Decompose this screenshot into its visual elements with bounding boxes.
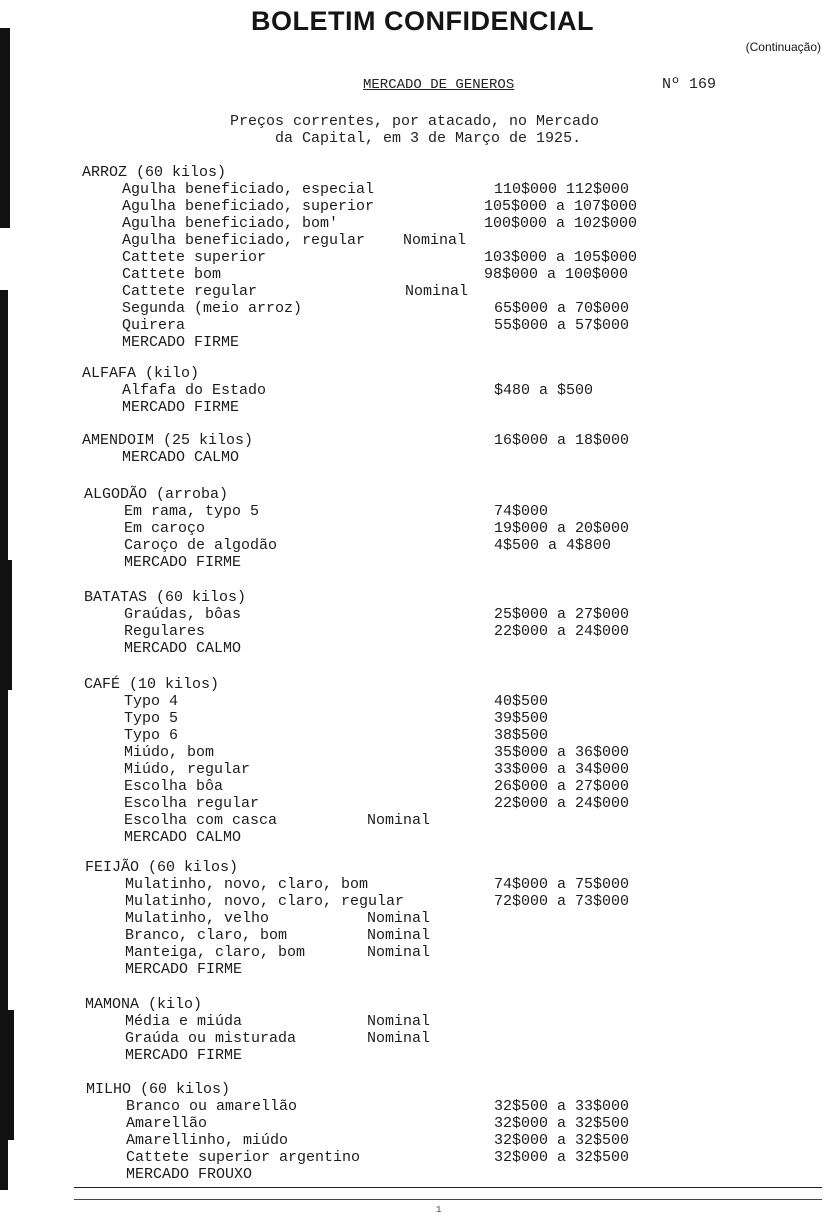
price-range: 32$000 a 32$500 (494, 1149, 630, 1166)
section-heading: MERCADO DE GENEROS (363, 77, 515, 93)
commodity-section (0, 432, 835, 466)
price-range: 65$000 a 70$000 (494, 300, 630, 317)
product-name: Mulatinho, velho (125, 910, 270, 927)
market-status: MERCADO FIRME (122, 334, 240, 351)
market-status: MERCADO FIRME (122, 399, 240, 416)
commodity-title: MILHO (60 kilos) (86, 1081, 231, 1098)
price-row (0, 537, 835, 554)
market-status-row (0, 334, 835, 351)
subtitle-line-1: Preços correntes, por atacado, no Mercado (230, 113, 600, 130)
nominal-tag: Nominal (367, 1030, 431, 1047)
product-name: Typo 4 (124, 693, 179, 710)
price-row (0, 215, 835, 232)
commodity-title: ALFAFA (kilo) (82, 365, 200, 382)
product-name: Miúdo, bom (124, 744, 215, 761)
product-name: Escolha bôa (124, 778, 224, 795)
product-name: Branco, claro, bom (125, 927, 288, 944)
price-row (0, 283, 835, 300)
nominal-tag: Nominal (367, 812, 431, 829)
nominal-tag: Nominal (403, 232, 467, 249)
product-name: Caroço de algodão (124, 537, 278, 554)
price-row (0, 1030, 835, 1047)
product-name: Mulatinho, novo, claro, bom (125, 876, 369, 893)
price-range: 32$000 a 32$500 (494, 1132, 630, 1149)
commodity-title: FEIJÃO (60 kilos) (85, 859, 239, 876)
price-row (0, 944, 835, 961)
market-status-row (0, 640, 835, 657)
price-row (0, 300, 835, 317)
price-range: 103$000 a 105$000 (484, 249, 638, 266)
price-range: 32$500 a 33$000 (494, 1098, 630, 1115)
price-range: 74$000 (494, 503, 549, 520)
commodity-title-row (0, 996, 835, 1013)
nominal-tag: Nominal (367, 910, 431, 927)
market-status: MERCADO CALMO (124, 640, 242, 657)
commodity-section (0, 164, 835, 351)
price-range: 39$500 (494, 710, 549, 727)
price-row (0, 727, 835, 744)
price-row (0, 693, 835, 710)
product-name: Cattete bom (122, 266, 222, 283)
price-range: 4$500 a 4$800 (494, 537, 612, 554)
product-name: Cattete regular (122, 283, 258, 300)
commodity-title: CAFÉ (10 kilos) (84, 676, 220, 693)
price-range: 19$000 a 20$000 (494, 520, 630, 537)
commodity-title-row (0, 432, 835, 449)
product-name: Agulha beneficiado, regular (122, 232, 366, 249)
product-name: Cattete superior argentino (126, 1149, 361, 1166)
price-range: 35$000 a 36$000 (494, 744, 630, 761)
footer-rule (74, 1187, 822, 1188)
price-row (0, 1013, 835, 1030)
market-status: MERCADO FROUXO (126, 1166, 253, 1183)
commodity-section (0, 589, 835, 657)
price-row (0, 744, 835, 761)
commodity-section (0, 859, 835, 978)
continuation-note: (Continuação) (745, 40, 821, 54)
price-range: 74$000 a 75$000 (494, 876, 630, 893)
commodity-title-row (0, 486, 835, 503)
product-name: Em rama, typo 5 (124, 503, 260, 520)
product-name: Typo 6 (124, 727, 179, 744)
price-range: 38$500 (494, 727, 549, 744)
product-name: Em caroço (124, 520, 206, 537)
price-row (0, 876, 835, 893)
market-status: MERCADO FIRME (125, 1047, 243, 1064)
price-row (0, 606, 835, 623)
product-name: Agulha beneficiado, superior (122, 198, 375, 215)
product-name: Média e miúda (125, 1013, 243, 1030)
price-row (0, 812, 835, 829)
nominal-tag: Nominal (367, 944, 431, 961)
product-name: Escolha com casca (124, 812, 278, 829)
page-mark: 1 (436, 1205, 442, 1215)
price-row (0, 520, 835, 537)
commodity-title: ALGODÃO (arroba) (84, 486, 229, 503)
commodity-title: AMENDOIM (25 kilos) (82, 432, 254, 449)
price-range: 22$000 a 24$000 (494, 795, 630, 812)
price-range: 105$000 a 107$000 (484, 198, 638, 215)
price-row (0, 382, 835, 399)
commodity-title-row (0, 1081, 835, 1098)
market-status-row (0, 1047, 835, 1064)
commodity-title: MAMONA (kilo) (85, 996, 203, 1013)
product-name: Manteiga, claro, bom (125, 944, 306, 961)
market-status-row (0, 554, 835, 571)
product-name: Alfafa do Estado (122, 382, 267, 399)
market-status-row (0, 1166, 835, 1183)
commodity-section (0, 676, 835, 846)
price-row (0, 893, 835, 910)
price-row (0, 249, 835, 266)
price-range: 110$000 112$000 (494, 181, 630, 198)
market-status-row (0, 961, 835, 978)
commodity-section (0, 486, 835, 571)
product-name: Graúdas, bôas (124, 606, 242, 623)
product-name: Miúdo, regular (124, 761, 251, 778)
nominal-tag: Nominal (367, 927, 431, 944)
price-row (0, 232, 835, 249)
commodity-title-row (0, 676, 835, 693)
price-row (0, 198, 835, 215)
commodity-title: ARROZ (60 kilos) (82, 164, 227, 181)
product-name: Mulatinho, novo, claro, regular (125, 893, 405, 910)
subtitle (230, 113, 670, 147)
price-row (0, 710, 835, 727)
product-name: Segunda (meio arroz) (122, 300, 303, 317)
product-name: Graúda ou misturada (125, 1030, 297, 1047)
product-name: Agulha beneficiado, bom' (122, 215, 339, 232)
price-row (0, 1115, 835, 1132)
product-name: Amarellão (126, 1115, 208, 1132)
price-row (0, 1132, 835, 1149)
product-name: Amarellinho, miúdo (126, 1132, 289, 1149)
market-status-row (0, 449, 835, 466)
footer-rule (74, 1199, 822, 1200)
nominal-tag: Nominal (405, 283, 469, 300)
price-range: 100$000 a 102$000 (484, 215, 638, 232)
commodity-title: BATATAS (60 kilos) (84, 589, 247, 606)
subtitle-line-2: da Capital, em 3 de Março de 1925. (275, 130, 582, 147)
commodity-section (0, 996, 835, 1064)
price-row (0, 761, 835, 778)
price-row (0, 778, 835, 795)
price-range: 22$000 a 24$000 (494, 623, 630, 640)
price-range: 33$000 a 34$000 (494, 761, 630, 778)
bulletin-title: BOLETIM CONFIDENCIAL (251, 6, 594, 36)
price-row (0, 795, 835, 812)
price-row (0, 1149, 835, 1166)
commodity-section (0, 1081, 835, 1183)
product-name: Typo 5 (124, 710, 179, 727)
price-range: 32$000 a 32$500 (494, 1115, 630, 1132)
price-row (0, 623, 835, 640)
price-row (0, 266, 835, 283)
commodity-title-row (0, 859, 835, 876)
price-range: 40$500 (494, 693, 549, 710)
product-name: Cattete superior (122, 249, 267, 266)
product-name: Branco ou amarellão (126, 1098, 298, 1115)
price-row (0, 317, 835, 334)
commodity-title-row (0, 365, 835, 382)
price-row (0, 503, 835, 520)
product-name: Quirera (122, 317, 186, 334)
price-row (0, 910, 835, 927)
market-status: MERCADO FIRME (124, 554, 242, 571)
commodity-section (0, 365, 835, 416)
commodity-title-row (0, 164, 835, 181)
price-range: 55$000 a 57$000 (494, 317, 630, 334)
commodity-title-row (0, 589, 835, 606)
market-status: MERCADO CALMO (124, 829, 242, 846)
price-range: $480 a $500 (494, 382, 594, 399)
market-status-row (0, 399, 835, 416)
price-row (0, 181, 835, 198)
price-range: 98$000 a 100$000 (484, 266, 629, 283)
price-row (0, 927, 835, 944)
product-name: Agulha beneficiado, especial (122, 181, 375, 198)
product-name: Regulares (124, 623, 206, 640)
bulletin-number: Nº 169 (662, 76, 717, 93)
nominal-tag: Nominal (367, 1013, 431, 1030)
price-range: 26$000 a 27$000 (494, 778, 630, 795)
market-status: MERCADO CALMO (122, 449, 240, 466)
product-name: Escolha regular (124, 795, 260, 812)
price-range: 25$000 a 27$000 (494, 606, 630, 623)
price-range: 72$000 a 73$000 (494, 893, 630, 910)
price-range: 16$000 a 18$000 (494, 432, 630, 449)
market-status-row (0, 829, 835, 846)
price-row (0, 1098, 835, 1115)
market-status: MERCADO FIRME (125, 961, 243, 978)
